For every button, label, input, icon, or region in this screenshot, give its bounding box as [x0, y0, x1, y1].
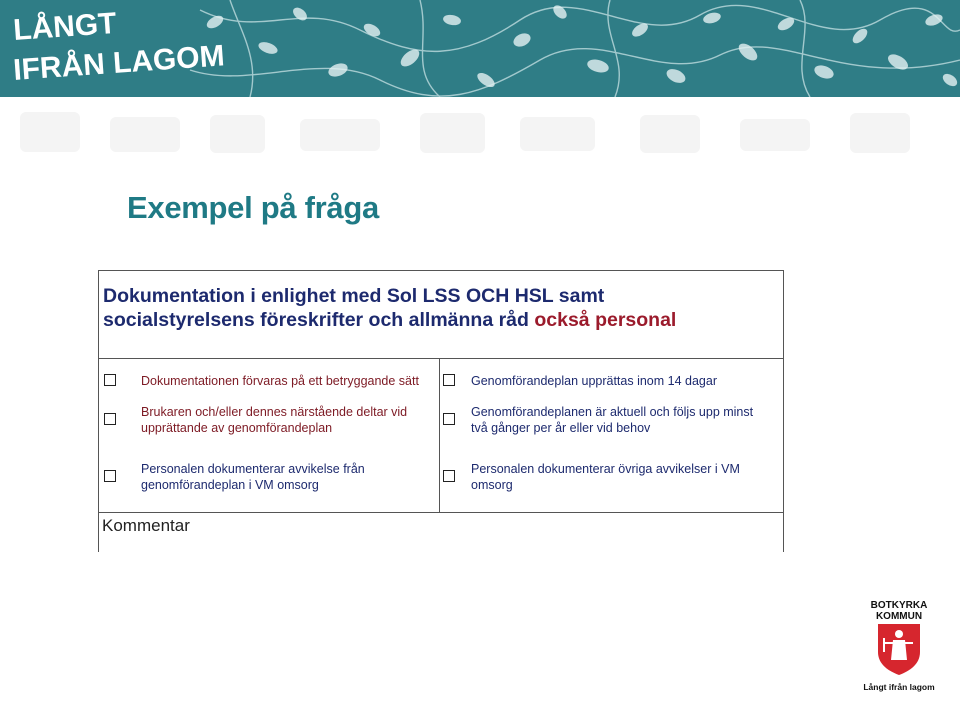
checkbox[interactable] [443, 470, 455, 482]
checklist-item-label [471, 404, 753, 436]
checklist-item-line: Personalen dokumenterar övriga avvikelser i VM [471, 462, 740, 476]
checkbox[interactable] [104, 413, 116, 425]
checklist-item-label: Genomförandeplan upprättas inom 14 dagar [471, 374, 717, 388]
checklist-item-label [471, 461, 740, 493]
checklist-item-label [141, 404, 407, 436]
header-banner [0, 0, 960, 97]
checklist-item-label: Dokumentationen förvaras på ett betryggande sätt [141, 374, 419, 388]
form-heading [103, 284, 773, 332]
checklist-item-line: Genomförandeplanen är aktuell och följs upp minst [471, 405, 754, 419]
leaf-pattern [0, 0, 960, 97]
svg-text:Långt ifrån lagom: Långt ifrån lagom [863, 682, 935, 692]
checklist-item-line: Brukaren och/eller dennes närstående deltar vid [141, 405, 408, 419]
checklist-item[interactable] [104, 404, 434, 438]
svg-text:BOTKYRKA: BOTKYRKA [870, 600, 928, 611]
brand-wordmark [12, 7, 225, 87]
decorative-strip [0, 97, 960, 167]
checklist-item-label [141, 461, 365, 493]
checklist-item[interactable] [443, 461, 773, 495]
checklist-item[interactable] [104, 461, 434, 495]
botkyrka-emblem [860, 598, 940, 698]
checklist-item[interactable] [443, 404, 773, 438]
checkbox[interactable] [104, 470, 116, 482]
row-divider [98, 512, 784, 513]
svg-text:LÅNGT: LÅNGT [12, 6, 118, 47]
svg-text:IFRÅN LAGOM: IFRÅN LAGOM [12, 39, 226, 87]
checkbox[interactable] [104, 374, 116, 386]
checklist-item[interactable] [443, 373, 773, 389]
checklist-item-line: omsorg [471, 478, 513, 492]
checklist-item-line: Personalen dokumenterar avvikelse från [141, 462, 365, 476]
slide-title: Exempel på fråga [127, 190, 379, 225]
column-divider [439, 358, 440, 512]
form-heading-accent: också personal [534, 309, 677, 331]
checklist-form [98, 270, 784, 552]
comment-label: Kommentar [102, 516, 190, 535]
botkyrka-logo [860, 598, 940, 698]
checkbox[interactable] [443, 413, 455, 425]
svg-text:KOMMUN: KOMMUN [875, 611, 923, 622]
form-heading-line2-main: socialstyrelsens föreskrifter och allmänna råd [103, 309, 535, 331]
form-heading-line2 [103, 308, 773, 332]
row-divider [98, 358, 784, 359]
checklist-item-line: två gånger per år eller vid behov [471, 421, 651, 435]
form-heading-line1: Dokumentation i enlighet med Sol LSS OCH HSL samt [103, 285, 605, 307]
checkbox[interactable] [443, 374, 455, 386]
checklist-item[interactable] [104, 373, 434, 389]
checklist-item-line: genomförandeplan i VM omsorg [141, 478, 319, 492]
checklist-item-line: upprättande av genomförandeplan [141, 421, 333, 435]
